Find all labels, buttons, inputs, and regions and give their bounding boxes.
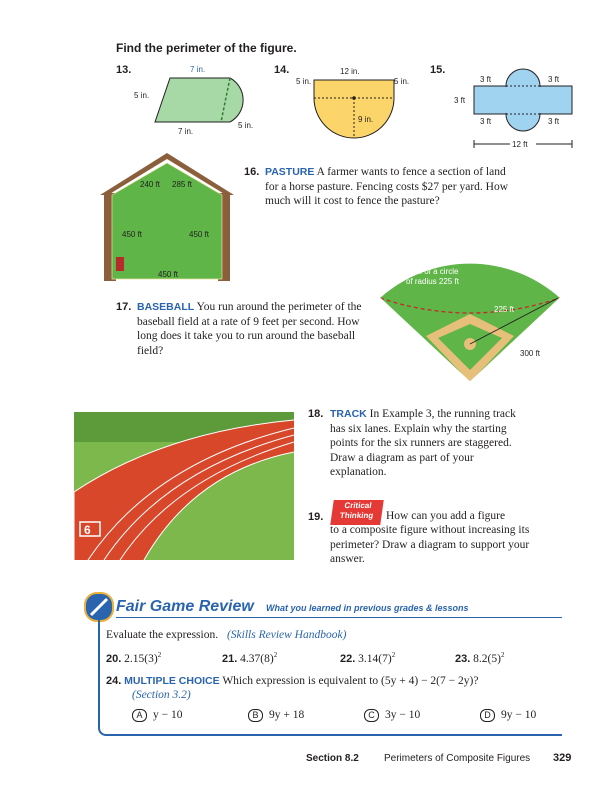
track-lane-number: 6 <box>84 523 91 537</box>
problem-18-number: 18. <box>308 408 324 420</box>
mc-number: 24. <box>106 675 122 687</box>
fgr-item-21-number: 21. <box>222 653 238 665</box>
fig15-br-label: 3 ft <box>548 117 560 126</box>
fgr-item-23 <box>455 648 504 667</box>
fig15-width-label: 12 ft <box>512 140 528 149</box>
choice-c-text: 3y − 10 <box>385 709 421 721</box>
fgr-item-21-base: 4.37(8) <box>240 653 274 665</box>
fgr-item-22-number: 22. <box>340 653 356 665</box>
pasture-right-label: 450 ft <box>189 230 210 239</box>
page-number: 329 <box>553 752 572 764</box>
fgr-item-20-number: 20. <box>106 653 122 665</box>
figure-15 <box>452 58 582 154</box>
fig13-right-label: 5 in. <box>238 121 254 130</box>
evaluate-reference: (Skills Review Handbook) <box>226 629 347 641</box>
track-photo <box>74 412 294 560</box>
mc-question <box>106 674 556 689</box>
fig13-bottom-label: 7 in. <box>178 127 194 136</box>
fig13-top-label: 7 in. <box>190 65 206 74</box>
badge-line-1: Critical <box>343 501 373 510</box>
fig14-left-label: 5 in. <box>296 77 312 86</box>
fair-game-rule <box>116 617 562 618</box>
footer-title: Perimeters of Composite Figures <box>384 753 531 764</box>
pasture-figure <box>92 145 242 285</box>
problem-15-number: 15. <box>430 64 446 76</box>
fgr-item-20-base: 2.15(3) <box>124 653 158 665</box>
choice-a-text: y − 10 <box>153 709 183 721</box>
pasture-bottom-label: 450 ft <box>158 270 179 279</box>
fgr-item-21 <box>222 648 277 667</box>
problem-19-first-line: How can you add a figure <box>386 510 506 522</box>
problem-19-number: 19. <box>308 511 324 523</box>
baseball-arc-label-1: 40% of a circle <box>406 267 459 276</box>
pasture-roof-right-label: 285 ft <box>172 180 193 189</box>
mc-reference: (Section 3.2) <box>132 689 191 701</box>
problem-16-body: A farmer wants to fence a section of land for a horse pasture. Fencing costs $27 per yard. How much will it cost to fence the pasture? <box>265 166 509 207</box>
fgr-item-20-exp: 2 <box>157 651 162 659</box>
fig14-height-label: 9 in. <box>358 115 374 124</box>
fig14-top-label: 12 in. <box>340 67 360 76</box>
problem-14-number: 14. <box>274 64 290 76</box>
problem-16-number: 16. <box>244 166 260 178</box>
fig15-left-label: 3 ft <box>454 96 466 105</box>
problem-18-keyword: TRACK <box>330 408 367 420</box>
mc-keyword: MULTIPLE CHOICE <box>124 675 220 687</box>
fgr-item-23-exp: 2 <box>500 651 505 659</box>
choice-b-letter: B <box>248 709 263 722</box>
problem-17-keyword: BASEBALL <box>137 301 195 313</box>
fair-game-subtitle: What you learned in previous grades & lessons <box>266 603 469 613</box>
instruction: Find the perimeter of the figure. <box>116 41 297 55</box>
baseball-side-label: 300 ft <box>520 349 541 358</box>
problem-16-keyword: PASTURE <box>265 166 315 178</box>
badge-line-2: Thinking <box>339 511 374 520</box>
choice-d-letter: D <box>480 709 495 722</box>
figure-14 <box>290 60 420 145</box>
mc-question-text: Which expression is equivalent to (5y + 4) − 2(7 − 2y)? <box>222 675 479 687</box>
footer-section: Section 8.2 <box>306 753 359 764</box>
fair-game-title: Fair Game Review <box>116 598 254 615</box>
pencil-icon <box>86 594 112 620</box>
baseball-arc-label-2: of radius 225 ft <box>406 277 459 286</box>
choice-d-text: 9y − 10 <box>501 709 537 721</box>
mc-choice-c[interactable] <box>364 708 420 723</box>
pasture-left-label: 450 ft <box>122 230 143 239</box>
problem-18-body: In Example 3, the running track has six lanes. Explain why the starting points for the six runners are staggered. Draw a diagram as part of your explanation. <box>330 408 516 478</box>
fig14-right-label: 5 in. <box>394 77 410 86</box>
mc-choice-a[interactable] <box>132 708 183 723</box>
evaluate-instruction <box>106 628 346 643</box>
fig15-tr-label: 3 ft <box>548 75 560 84</box>
fgr-item-23-number: 23. <box>455 653 471 665</box>
pasture-roof-left-label: 240 ft <box>140 180 161 189</box>
mc-choice-d[interactable] <box>480 708 536 723</box>
mc-choice-b[interactable] <box>248 708 304 723</box>
baseball-radius-label: 225 ft <box>494 305 515 314</box>
fig15-bl-label: 3 ft <box>480 117 492 126</box>
choice-b-text: 9y + 18 <box>269 709 305 721</box>
evaluate-label: Evaluate the expression. <box>106 629 219 641</box>
problem-16-text <box>265 165 515 209</box>
fgr-item-23-base: 8.2(5) <box>473 653 501 665</box>
critical-thinking-badge <box>330 500 384 525</box>
baseball-figure <box>370 232 570 392</box>
problem-19-text: to a composite figure without increasing its perimeter? Draw a diagram to support your answer. <box>330 524 530 565</box>
figure-13 <box>130 58 270 138</box>
fgr-item-21-exp: 2 <box>273 651 278 659</box>
fgr-item-22-exp: 2 <box>391 651 396 659</box>
fig13-left-label: 5 in. <box>134 91 150 100</box>
fgr-item-22 <box>340 648 395 667</box>
problem-13-number: 13. <box>116 64 132 76</box>
fig15-tl-label: 3 ft <box>480 75 492 84</box>
fgr-item-22-base: 3.14(7) <box>358 653 392 665</box>
choice-c-letter: C <box>364 709 379 722</box>
choice-a-letter: A <box>132 709 147 722</box>
problem-18-text <box>330 407 530 480</box>
problem-17-text <box>137 300 369 358</box>
problem-17-number: 17. <box>116 301 132 313</box>
fgr-item-20 <box>106 648 161 667</box>
problem-17-body: You run around the perimeter of the baseball field at a rate of 9 feet per second. How long does it take you to run around the baseball field? <box>137 301 362 357</box>
